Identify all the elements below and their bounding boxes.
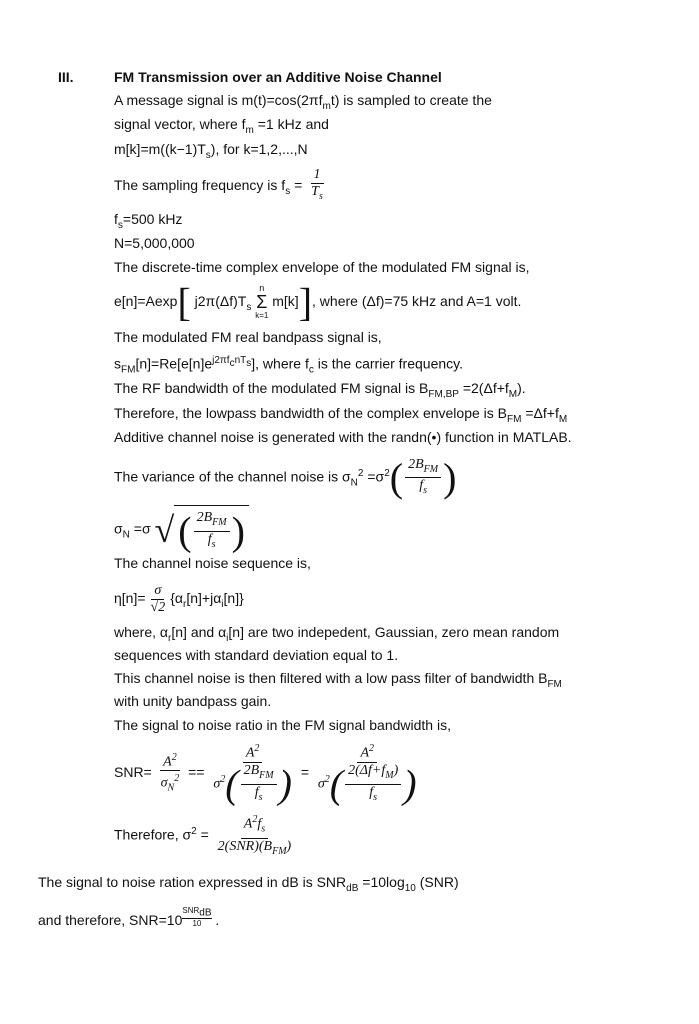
equation-sigma-squared: Therefore, $\sigma^2$ = $\frac{A^2f_s}{2(SNR)(B_{FM})}$ (114, 814, 292, 857)
text-line: The sampling frequency is $f_s$ = $\frac{1}{T_s}$ (114, 165, 328, 212)
text-line: The signal to noise ration expressed in dB is $SNR_{dB} =10\log_{10}$ (SNR) (38, 874, 459, 894)
equation-snr: SNR= $\frac{A^2}{\sigma_N^2}$ == $A^2$ $\sigma^2$( $\frac{2B_{FM}}{f_s}$ ) = $A^2$ $\sigma^2$( $\frac{2(\Delta f+f_M)}{f_s}$ ) (114, 743, 417, 807)
text-line: Additive channel noise is generated with the randn(•) function in MATLAB. (114, 429, 572, 445)
equation-sigma-n: $\sigma_N =\sigma$ √ ( $\frac{2B_{FM}}{f_s}$ ) (114, 505, 249, 557)
text-line: and therefore, SNR=10 $^{SNR_{dB} 10}$ . (38, 906, 220, 928)
text-line: where, $\alpha_r[n]$ and $\alpha_i[n]$ are two indepedent, Gaussian, zero mean random (114, 624, 560, 644)
text-line: $f_s=500$ kHz (114, 211, 183, 231)
text-line: The modulated FM real bandpass signal is, (114, 329, 382, 345)
section-number: III. (58, 69, 74, 85)
text-line: $m[k]=m((k-1)T_s)$, for k=1,2,...,N (114, 141, 308, 161)
text-line: Therefore, the lowpass bandwidth of the complex envelope is $B_{FM} =\Delta f+f_M$ (114, 405, 568, 425)
text-line: $s_{FM}[n]=Re[e[n]e^{j2\pi f_cnT_s}]$, where $f_c$ is the carrier frequency. (114, 355, 463, 376)
text-line: This channel noise is then filtered with a low pass filter of bandwidth $B_{FM}$ (114, 670, 562, 690)
text-line: The discrete-time complex envelope of the modulated FM signal is, (114, 259, 530, 275)
fraction: $\frac{1}{T_s}$ (311, 167, 323, 203)
equation-noise: η[n]= $\frac{\sigma}{√2}$ $\{\alpha_r[n]+j\alpha_i[n]\}$ (114, 582, 244, 615)
text-line: The signal to noise ratio in the FM signal bandwidth is, (114, 717, 451, 733)
text-line: with unity bandpass gain. (114, 693, 272, 709)
text-line: N=5,000,000 (114, 235, 195, 251)
text-line: The channel noise sequence is, (114, 555, 311, 571)
section-title: FM Transmission over an Additive Noise Channel (114, 69, 442, 85)
text-line: The RF bandwidth of the modulated FM signal is $B_{FM,BP} =2(\Delta f+f_M)$. (114, 380, 526, 400)
equation-variance: The variance of the channel noise is $\sigma_N^2 =\sigma^2$( $\frac{2B_{FM}}{f_s}$ ) (114, 454, 457, 500)
text-line: signal vector, where $f_m =1$ kHz and (114, 116, 329, 136)
equation-envelope: e[n]=Aexp[ $j2\pi(\Delta f)T_s$ n Σ k=1 m[k]], where (Δf)=75 kHz and A=1 volt. (114, 279, 522, 325)
text-line: A message signal is $m(t)=\cos(2\pi f_mt)$ is sampled to create the (114, 92, 492, 112)
text-line: sequences with standard deviation equal to 1. (114, 647, 399, 663)
